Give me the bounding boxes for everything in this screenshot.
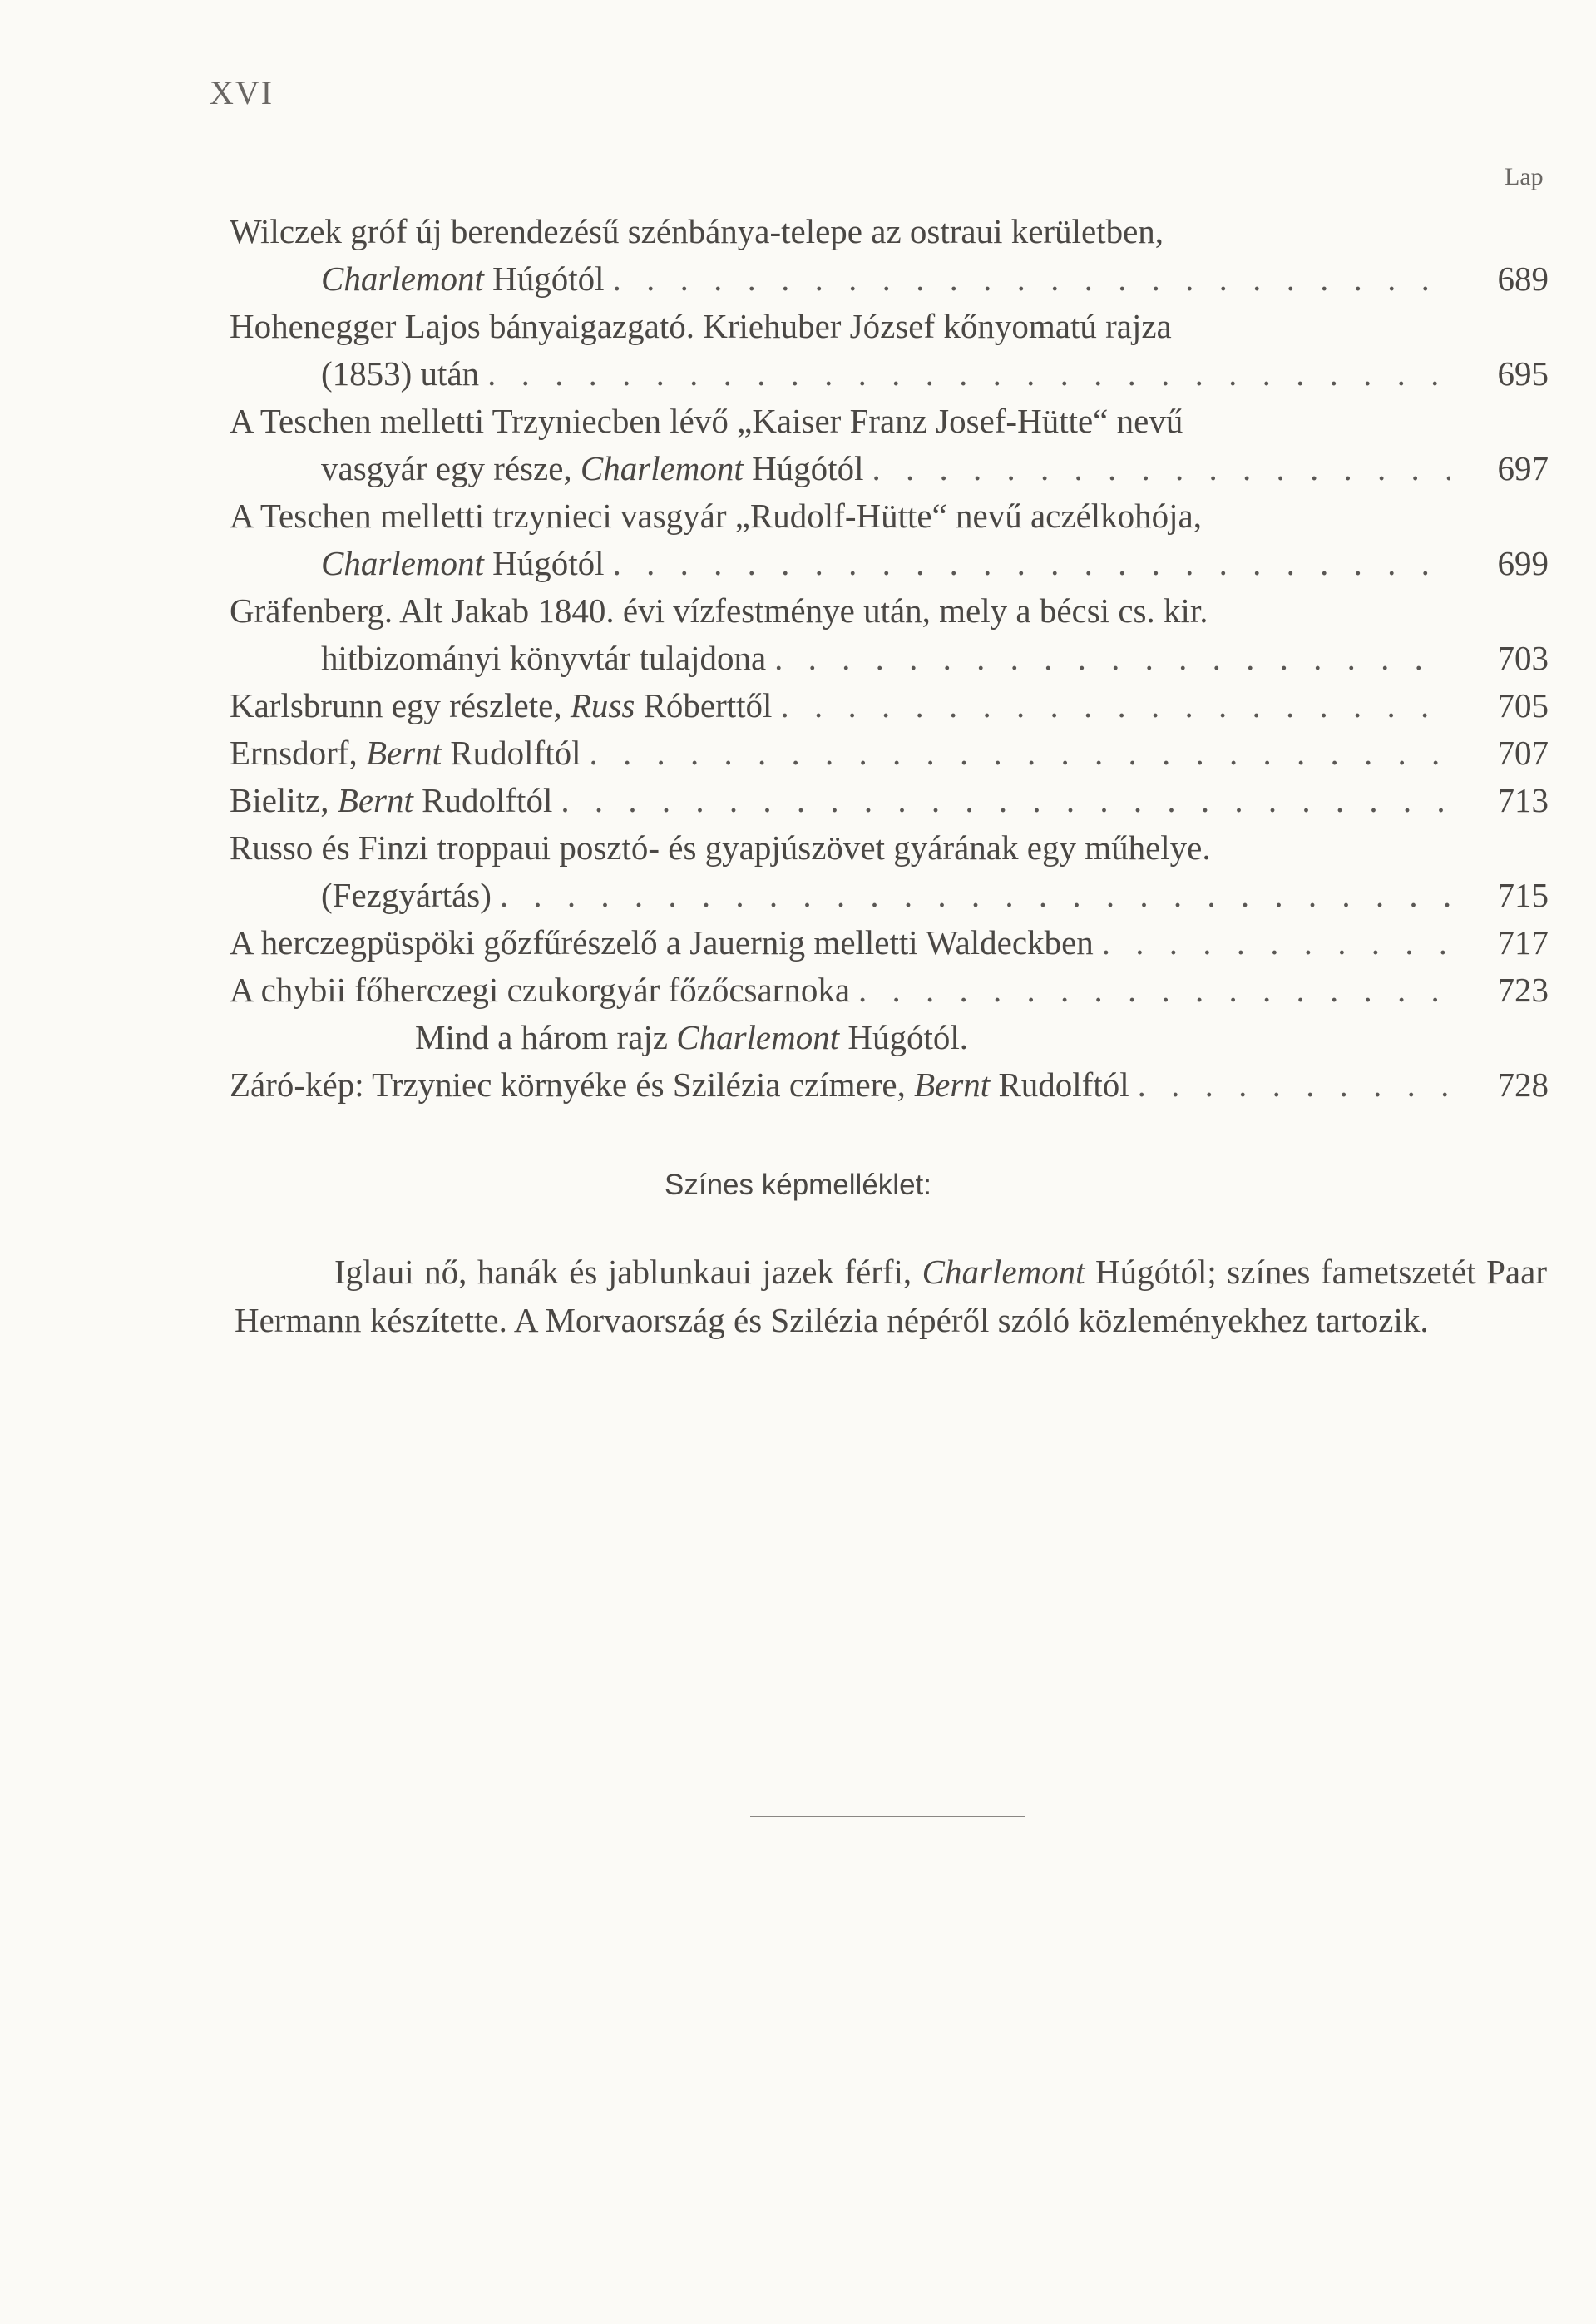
entry-title: Charlemont Húgótól bbox=[321, 260, 605, 298]
entry-first-line: Gräfenberg. Alt Jakab 1840. évi vízfestménye után, mely a bécsi cs. kir. bbox=[230, 591, 1208, 630]
entry-title: Bielitz, Bernt Rudolftól bbox=[230, 781, 553, 819]
toc-entry bbox=[230, 398, 1549, 492]
entry-first-line: Wilczek gróf új berendezésű szénbánya-telepe az ostraui kerületben, bbox=[230, 212, 1164, 250]
entry-page-number: 728 bbox=[1497, 1066, 1549, 1104]
entry-title: Charlemont Húgótól bbox=[321, 544, 605, 582]
toc-entry bbox=[230, 208, 1549, 303]
dot-leader bbox=[613, 540, 1450, 587]
entry-title: Karlsbrunn egy részlete, Russ Róberttől bbox=[230, 686, 773, 724]
divider-rule bbox=[750, 1816, 1025, 1817]
dot-leader bbox=[613, 255, 1450, 303]
entry-title: (Fezgyártás) bbox=[321, 876, 492, 914]
toc-entry bbox=[230, 587, 1549, 682]
entry-first-line: Russo és Finzi troppaui posztó- és gyapjúszövet gyárának egy műhelye. bbox=[230, 828, 1211, 867]
toc-entry bbox=[230, 729, 1549, 777]
dot-leader bbox=[858, 967, 1450, 1014]
entry-first-line: Hohenegger Lajos bányaigazgató. Kriehuber József kőnyomatú rajza bbox=[230, 307, 1172, 345]
entry-page-number: 723 bbox=[1497, 971, 1549, 1009]
dot-leader bbox=[1138, 1061, 1450, 1109]
entry-title: vasgyár egy része, Charlemont Húgótól bbox=[321, 449, 864, 487]
toc-entry bbox=[230, 824, 1549, 919]
entry-page-number: 697 bbox=[1497, 449, 1549, 487]
entry-title: hitbizományi könyvtár tulajdona bbox=[321, 639, 767, 677]
entry-page-number: 695 bbox=[1497, 354, 1549, 393]
toc-entry bbox=[230, 919, 1549, 967]
dot-leader bbox=[780, 682, 1450, 729]
entry-page-number: 703 bbox=[1497, 639, 1549, 677]
dot-leader bbox=[561, 777, 1450, 824]
entry-title: A herczegpüspöki gőzfűrészelő a Jauernig melletti Waldeckben bbox=[230, 923, 1094, 962]
entry-title: A chybii főherczegi czukorgyár főzőcsarnoka bbox=[230, 971, 851, 1009]
toc-entry bbox=[230, 682, 1549, 729]
section-heading: Színes képmelléklet: bbox=[665, 1169, 931, 1201]
page-column-label: Lap bbox=[1505, 163, 1544, 190]
page-number: XVI bbox=[210, 74, 274, 111]
section-body: Iglaui nő, hanák és jablunkaui jazek férfi, Charlemont Húgótól; színes fametszetét Paar Hermann készítette. A Morvaország és Szilézia népéről szóló közleményekhez tartozik. bbox=[235, 1253, 1547, 1339]
entry-first-line: A Teschen melletti Trzyniecben lévő „Kaiser Franz Josef-Hütte“ nevű bbox=[230, 402, 1183, 440]
entry-page-number: 713 bbox=[1497, 781, 1549, 819]
toc-entry bbox=[230, 492, 1549, 587]
toc-entry bbox=[230, 303, 1549, 398]
table-of-contents bbox=[230, 208, 1549, 1109]
entry-page-number: 715 bbox=[1497, 876, 1549, 914]
toc-entry bbox=[230, 967, 1549, 1014]
dot-leader bbox=[500, 872, 1450, 919]
dot-leader bbox=[487, 350, 1450, 398]
dot-leader bbox=[590, 729, 1451, 777]
entry-title: Ernsdorf, Bernt Rudolftól bbox=[230, 734, 581, 772]
dot-leader bbox=[1102, 919, 1450, 967]
toc-entry bbox=[230, 777, 1549, 824]
entry-page-number: 689 bbox=[1497, 260, 1549, 298]
toc-entry bbox=[230, 1061, 1549, 1109]
entry-page-number: 717 bbox=[1497, 923, 1549, 962]
entry-first-line: A Teschen melletti trzynieci vasgyár „Rudolf-Hütte“ nevű aczélkohója, bbox=[230, 497, 1203, 535]
dot-leader bbox=[774, 635, 1450, 682]
entry-title: Záró-kép: Trzyniec környéke és Szilézia czímere, Bernt Rudolftól bbox=[230, 1066, 1129, 1104]
toc-subnote: Mind a három rajz Charlemont Húgótól. bbox=[415, 1018, 969, 1056]
entry-page-number: 705 bbox=[1497, 686, 1549, 724]
entry-title: (1853) után bbox=[321, 354, 480, 393]
dot-leader bbox=[872, 445, 1450, 492]
entry-page-number: 707 bbox=[1497, 734, 1549, 772]
entry-page-number: 699 bbox=[1497, 544, 1549, 582]
